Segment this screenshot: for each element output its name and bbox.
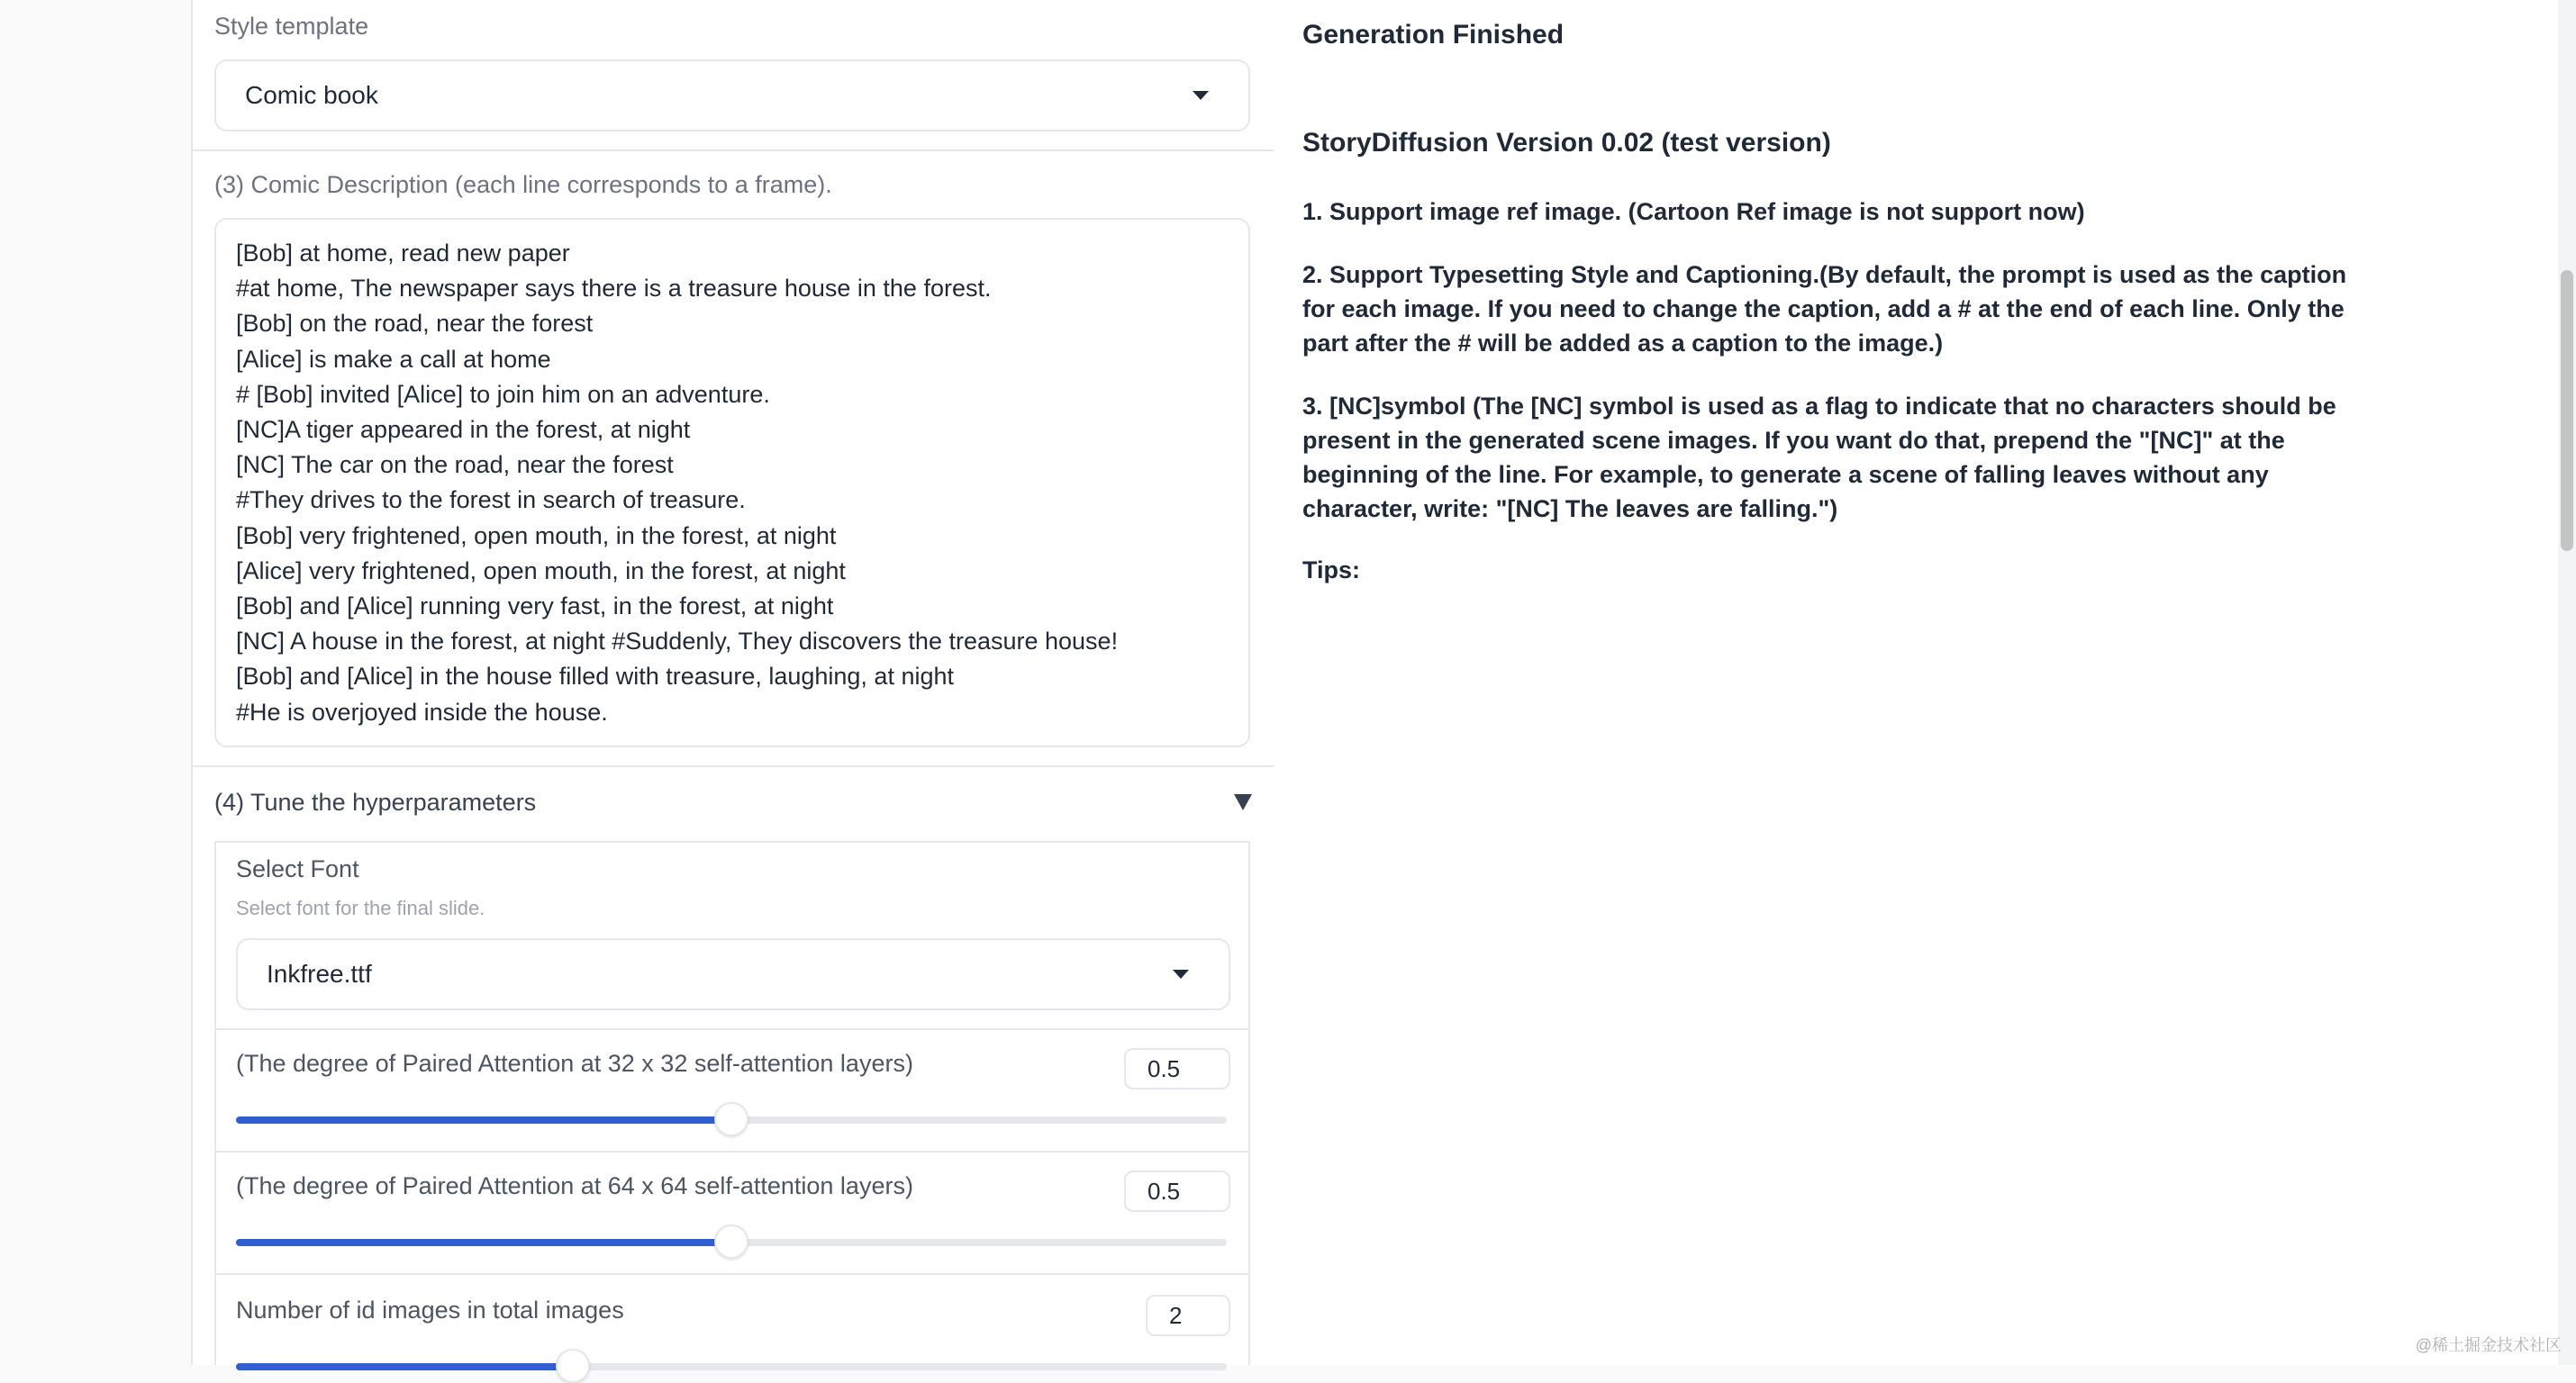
comic-description-textarea[interactable] <box>214 218 1250 747</box>
paired-attention-32-input[interactable]: 0.5 <box>1124 1048 1230 1089</box>
description-line: # [Bob] invited [Alice] to join him on an adventure. <box>236 380 770 408</box>
font-select-block <box>214 841 1250 1028</box>
description-line: [Bob] and [Alice] running very fast, in the forest, at night <box>236 592 834 620</box>
id-images-slider[interactable] <box>236 1363 1227 1370</box>
version-title: StoryDiffusion Version 0.02 (test version) <box>1302 128 1831 158</box>
description-line: [NC]A tiger appeared in the forest, at night <box>236 416 691 444</box>
slider-label: (The degree of Paired Attention at 64 x 64 self-attention layers) <box>236 1172 913 1199</box>
feature-item: 1. Support image ref image. (Cartoon Ref image is not support now) <box>1302 198 2085 225</box>
font-value: Inkfree.ttf <box>267 960 372 988</box>
section-divider <box>193 149 1274 151</box>
slider-label: (The degree of Paired Attention at 32 x 32 self-attention layers) <box>236 1050 913 1077</box>
description-line: [Bob] on the road, near the forest <box>236 310 594 338</box>
paired-attention-64-block <box>214 1151 1250 1273</box>
slider-handle[interactable] <box>714 1102 748 1136</box>
font-label: Select Font <box>236 855 359 882</box>
style-template-dropdown[interactable] <box>214 59 1250 131</box>
font-dropdown[interactable] <box>236 938 1230 1010</box>
slider-fill <box>236 1239 731 1246</box>
input-panel <box>191 0 1275 1365</box>
style-template-label: Style template <box>214 13 369 40</box>
description-line: [Alice] is make a call at home <box>236 345 551 373</box>
description-line: #He is overjoyed inside the house. <box>236 698 608 726</box>
description-line: [NC] The car on the road, near the forest <box>236 451 674 479</box>
paired-attention-64-input[interactable]: 0.5 <box>1124 1171 1230 1212</box>
watermark: @稀土掘金技术社区 <box>2415 1336 2562 1354</box>
description-line: [Alice] very frightened, open mouth, in the forest, at night <box>236 556 846 584</box>
scrollbar-thumb[interactable] <box>2561 270 2573 551</box>
feature-item: 3. [NC]symbol (The [NC] symbol is used as a flag to indicate that no characters should be present in the generated scene images. If you want do that, prepend the "[NC]" at the beginning of the line. For example, to generate a scene of falling leaves without any character, write: "[NC] The leaves are falling.") <box>1302 393 2336 522</box>
chevron-down-icon <box>1193 91 1209 100</box>
chevron-down-icon <box>1173 970 1189 979</box>
id-images-block <box>214 1273 1250 1365</box>
slider-fill <box>236 1116 731 1124</box>
triangle-down-icon <box>1234 794 1252 810</box>
slider-handle[interactable] <box>714 1225 748 1259</box>
paired-attention-64-slider[interactable] <box>236 1239 1227 1246</box>
feature-item: 2. Support Typesetting Style and Captioning.(By default, the prompt is used as the caption for each image. If you need to change the caption, add a # at the end of each line. Only the part after the # will be added as a caption to the image.) <box>1302 261 2347 357</box>
description-line: [Bob] very frightened, open mouth, in the forest, at night <box>236 521 837 549</box>
slider-fill <box>236 1363 573 1370</box>
tips-label: Tips: <box>1302 556 1361 583</box>
slider-label: Number of id images in total images <box>236 1297 624 1324</box>
description-line: #at home, The newspaper says there is a treasure house in the forest. <box>236 275 992 303</box>
paired-attention-32-block <box>214 1028 1250 1151</box>
generation-status: Generation Finished <box>1302 20 1565 50</box>
comic-description-label: (3) Comic Description (each line corresponds to a frame). <box>214 171 832 198</box>
style-template-value: Comic book <box>245 81 378 109</box>
slider-handle[interactable] <box>556 1349 590 1383</box>
description-line: #They drives to the forest in search of treasure. <box>236 486 746 514</box>
hyperparameters-accordion-header[interactable] <box>193 767 1274 839</box>
id-images-input[interactable]: 2 <box>1146 1295 1230 1336</box>
font-info: Select font for the final slide. <box>236 897 485 919</box>
hyperparameters-title: (4) Tune the hyperparameters <box>214 789 537 816</box>
output-panel <box>1274 0 2565 1365</box>
paired-attention-32-slider[interactable] <box>236 1116 1227 1124</box>
description-line: [NC] A house in the forest, at night #Suddenly, They discovers the treasure house! <box>236 628 1119 655</box>
page-scrollbar[interactable] <box>2558 0 2576 1365</box>
description-line: [Bob] at home, read new paper <box>236 240 570 267</box>
description-line: [Bob] and [Alice] in the house filled with treasure, laughing, at night <box>236 663 955 691</box>
